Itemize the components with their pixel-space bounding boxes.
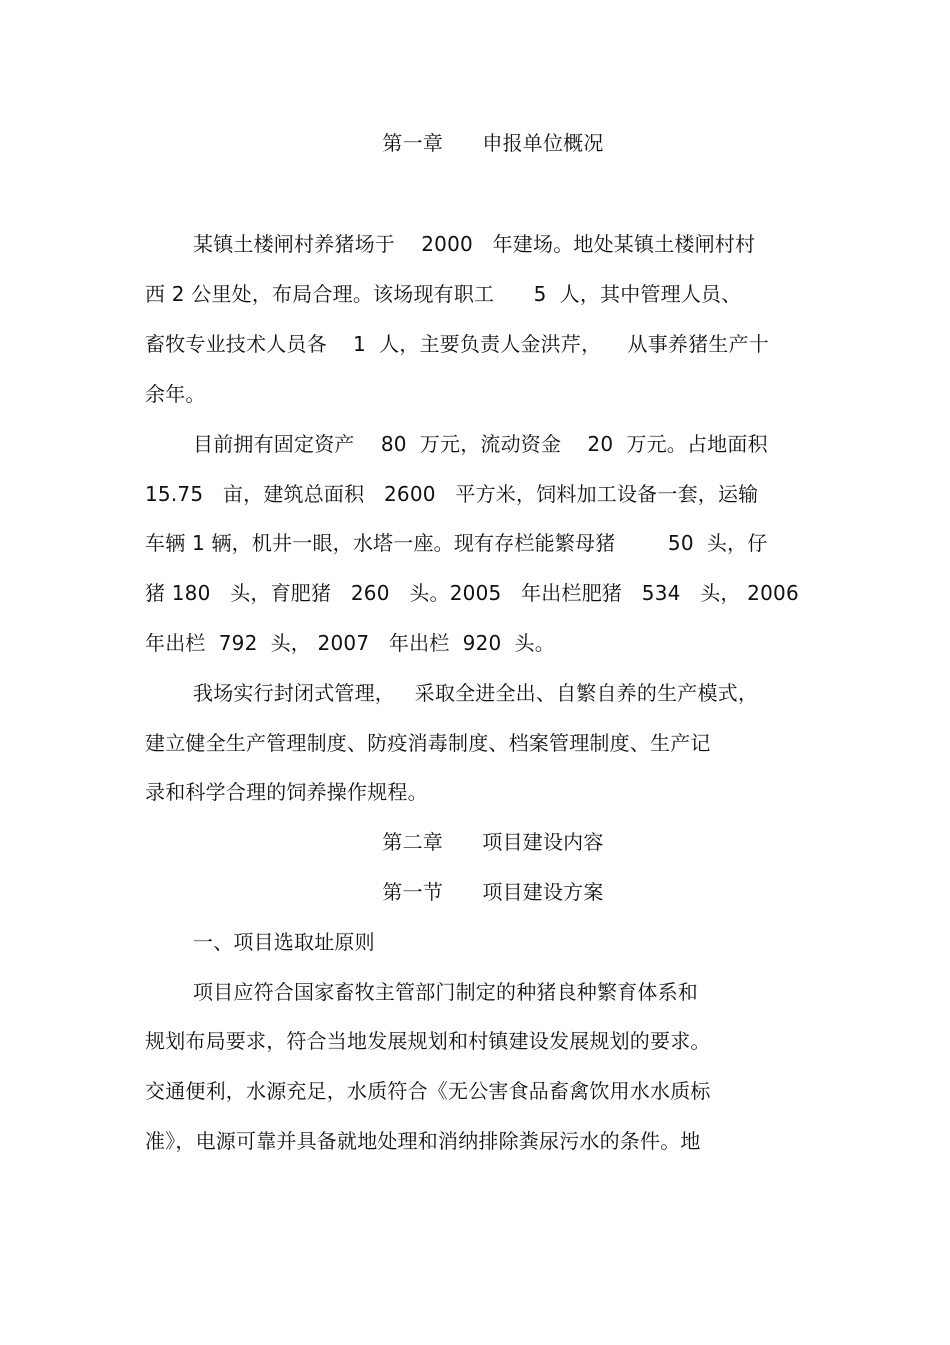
paragraph-2-line-5: 年出栏 792 头， 2007 年出栏 920 头。 xyxy=(145,631,555,655)
paragraph-3-line-1: 我场实行封闭式管理， 采取全进全出、自繁自养的生产模式， xyxy=(193,681,759,705)
paragraph-4-line-4: 准》，电源可靠并具备就地处理和消纳排除粪尿污水的条件。地 xyxy=(145,1129,701,1153)
paragraph-2-line-2: 15.75 亩，建筑总面积 2600 平方米，饲料加工设备一套，运输 xyxy=(145,482,759,506)
subsection-1-heading: 一、项目选取址原则 xyxy=(193,930,375,954)
paragraph-4-line-1: 项目应符合国家畜牧主管部门制定的种猪良种繁育体系和 xyxy=(193,980,698,1004)
paragraph-1-line-4: 余年。 xyxy=(145,382,206,406)
section-1-heading: 第一节 项目建设方案 xyxy=(382,880,604,904)
chapter-2-heading: 第二章 项目建设内容 xyxy=(382,830,604,854)
paragraph-3-line-3: 录和科学合理的饲养操作规程。 xyxy=(145,780,428,804)
paragraph-1-line-3: 畜牧专业技术人员各 1 人，主要负责人金洪芹， 从事养猪生产十 xyxy=(145,332,769,356)
paragraph-2-line-4: 猪 180 头，育肥猪 260 头。2005 年出栏肥猪 534 头， 2006 xyxy=(145,581,799,605)
chapter-1-heading: 第一章 申报单位概况 xyxy=(382,131,604,155)
paragraph-3-line-2: 建立健全生产管理制度、防疫消毒制度、档案管理制度、生产记 xyxy=(145,731,711,755)
paragraph-4-line-2: 规划布局要求，符合当地发展规划和村镇建设发展规划的要求。 xyxy=(145,1029,711,1053)
paragraph-4-line-3: 交通便利，水源充足，水质符合《无公害食品畜禽饮用水水质标 xyxy=(145,1079,711,1103)
paragraph-2-line-3: 车辆 1 辆，机井一眼，水塔一座。现有存栏能繁母猪 50 头，仔 xyxy=(145,531,768,555)
paragraph-2-line-1: 目前拥有固定资产 80 万元，流动资金 20 万元。占地面积 xyxy=(193,432,768,456)
paragraph-1-line-2: 西 2 公里处，布局合理。该场现有职工 5 人，其中管理人员、 xyxy=(145,282,742,306)
paragraph-1-line-1: 某镇土楼闸村养猪场于 2000 年建场。地处某镇土楼闸村村 xyxy=(193,232,756,256)
